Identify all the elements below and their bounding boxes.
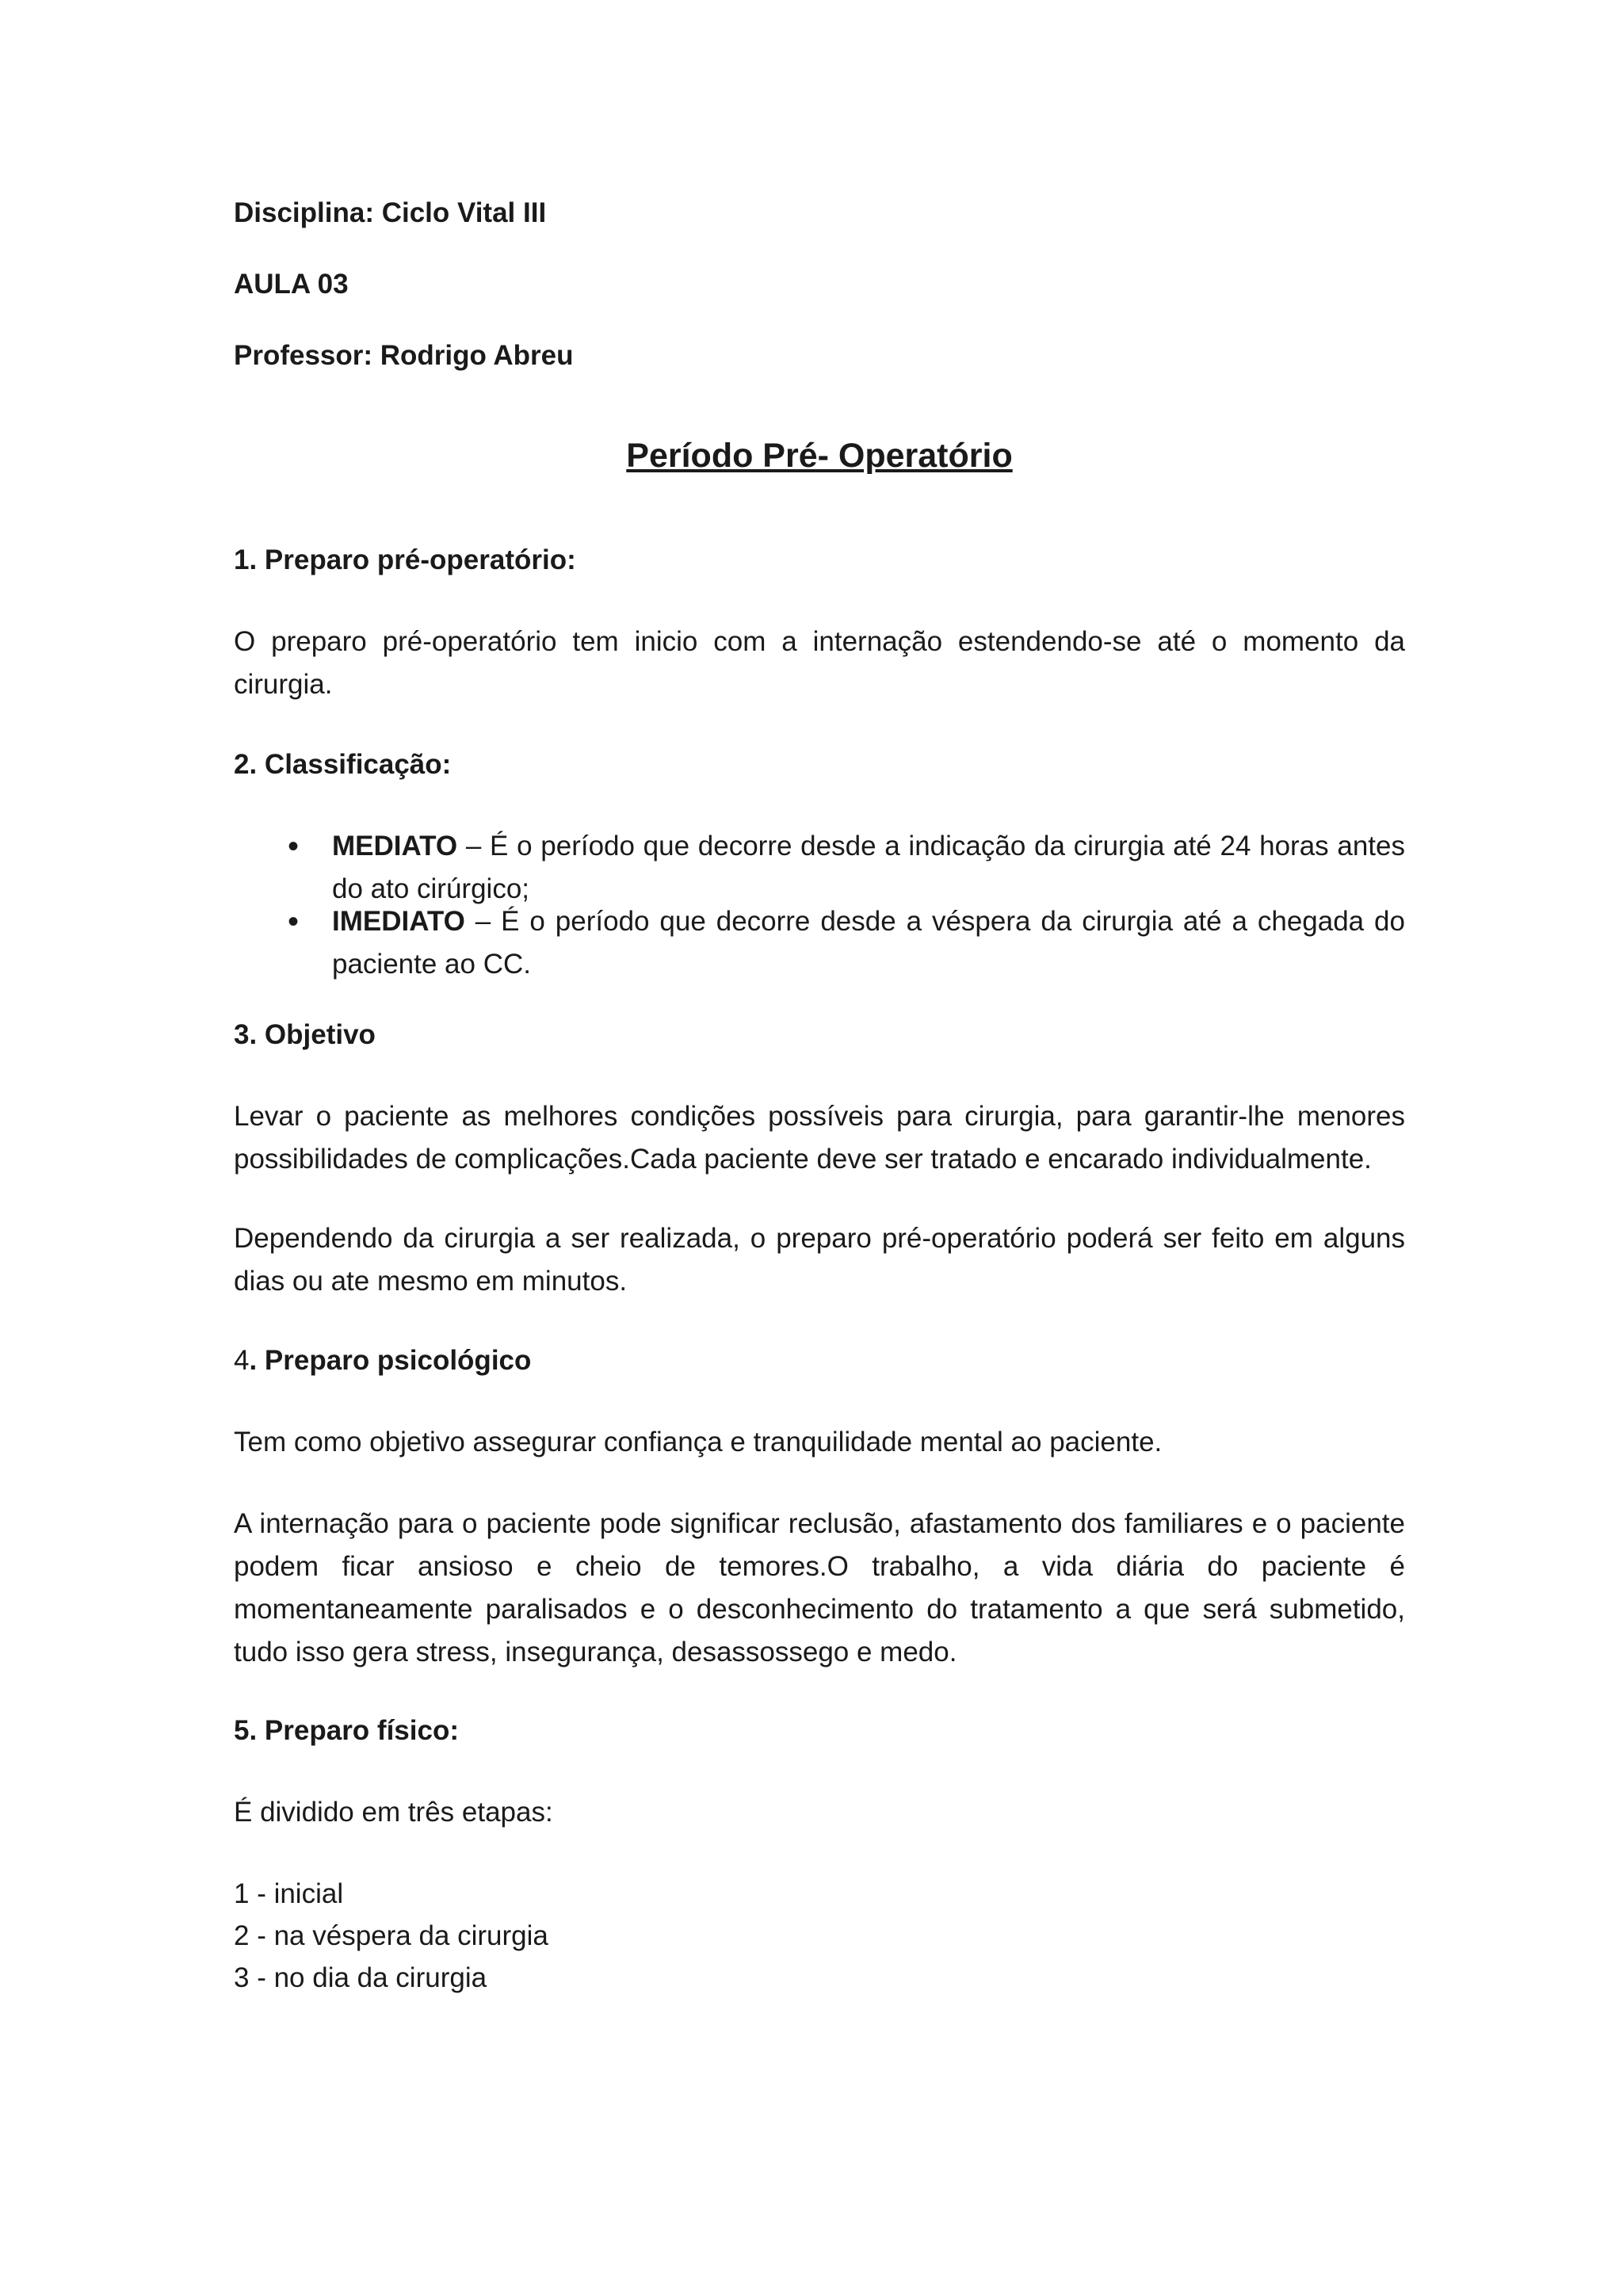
list-item: 3 - no dia da cirurgia (234, 1962, 487, 1993)
lesson-line: AULA 03 (234, 269, 349, 300)
section-4-paragraph-2: A internação para o paciente pode significar reclusão, afastamento dos familiares e o paciente podem ficar ansioso e cheio de temores.O trabalho, a vida diária do paciente é momentaneamente paralisados e o desconhecimento do tratamento a que será submetido, tudo isso gera stress, insegurança, desassossego e medo. (234, 1508, 1405, 1668)
section-4-paragraph-1: Tem como objetivo assegurar confiança e tranquilidade mental ao paciente. (234, 1427, 1163, 1457)
section-2-heading: 2. Classificação: (234, 749, 452, 780)
bullet-term: IMEDIATO (332, 906, 465, 937)
professor-line: Professor: Rodrigo Abreu (234, 340, 574, 371)
discipline-line: Disciplina: Ciclo Vital III (234, 197, 547, 228)
section-3-paragraph-1: Levar o paciente as melhores condições possíveis para cirurgia, para garantir-lhe menores possibilidades de complicações.Cada paciente deve ser tratado e encarado individualmente. (234, 1101, 1405, 1175)
page-title: Período Pré- Operatório (626, 437, 1013, 475)
document-page (234, 0, 1405, 2296)
bullet-text (332, 825, 1405, 911)
section-1-paragraph: O preparo pré-operatório tem inicio com a internação estendendo-se até o momento da cirurgia. (234, 626, 1405, 700)
section-3-paragraph-2: Dependendo da cirurgia a ser realizada, o preparo pré-operatório poderá ser feito em alguns dias ou ate mesmo em minutos. (234, 1223, 1405, 1297)
bullet-description: – É o período que decorre desde a indicação da cirurgia até 24 horas antes do ato cirúrgico; (332, 831, 1405, 904)
section-5-intro: É dividido em três etapas: (234, 1797, 553, 1828)
section-4-title: . Preparo psicológico (249, 1345, 532, 1376)
bullet-icon: • (288, 829, 300, 864)
bullet-description: – É o período que decorre desde a véspera da cirurgia até a chegada do paciente ao CC. (332, 906, 1405, 980)
section-4-number: 4 (234, 1345, 250, 1376)
section-4-heading (234, 1339, 531, 1382)
list-item: 2 - na véspera da cirurgia (234, 1920, 548, 1951)
bullet-icon: • (288, 904, 300, 939)
bullet-term: MEDIATO (332, 831, 458, 861)
list-item: 1 - inicial (234, 1878, 344, 1909)
section-1-heading: 1. Preparo pré-operatório: (234, 544, 576, 575)
bullet-text (332, 900, 1405, 986)
section-3-heading: 3. Objetivo (234, 1019, 376, 1050)
section-5-heading: 5. Preparo físico: (234, 1715, 459, 1746)
